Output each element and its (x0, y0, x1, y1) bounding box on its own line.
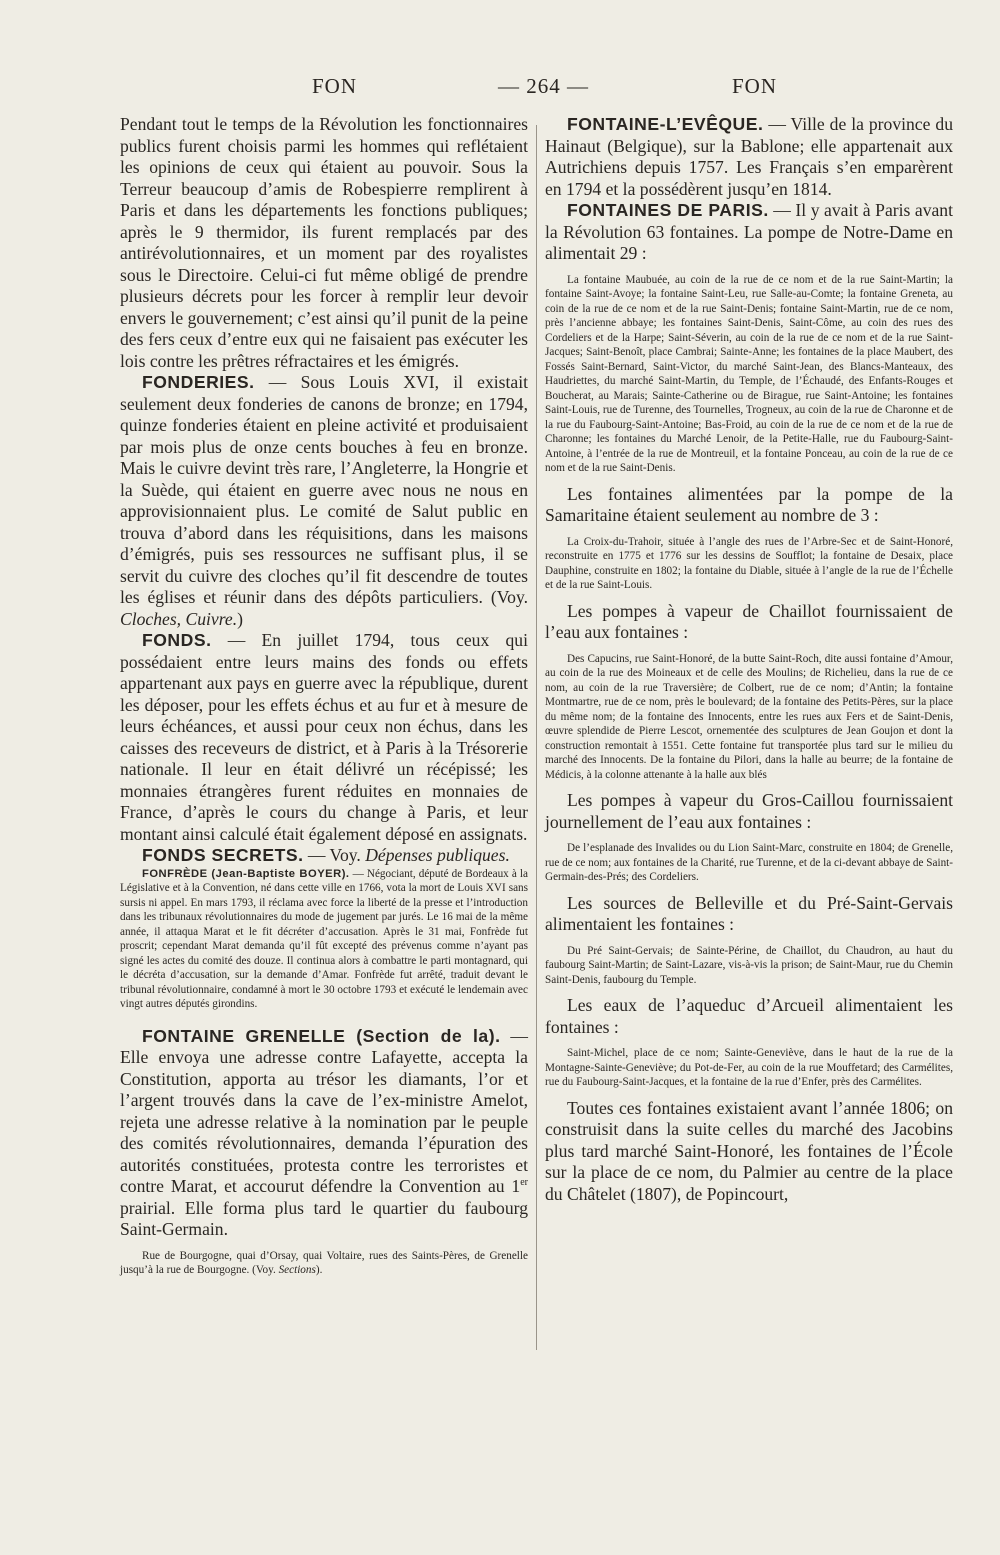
entry-fonfrede (120, 867, 528, 1012)
revolution-paragraph: Pendant tout le temps de la Révolution les fonctionnaires publics furent choisis parmi les hommes qui reflétaient les opinions de ceux qui étaient au pouvoir. Sous la Terreur beaucoup d’amis de Robespierre remplirent à Paris et dans les départements les fonctions publiques; après le 9 thermidor, ils furent remplacés par des antirévolutionnaires, et un moment par des royalistes sous le Directoire. Celui-ci fut même obligé de prendre plusieurs décrets pour les forcer à remplir leur devoir envers le gouvernement; c’est ainsi qu’il punit de la peine des fers ceux d’entre eux qui ne faisaient pas exécuter les lois contre les prêtres réfractaires et les émigrés. (120, 114, 528, 371)
samaritaine-fountain-list: La Croix-du-Trahoir, située à l’angle des rues de l’Arbre-Sec et de Saint-Honoré, reconstruite en 1775 et 1776 sur les dessins de Soufflot; la fontaine de Desaix, place Dauphine, construite en 1802; la fontaine du Diable, située à l’angle de la rue de l’Échelle et de la rue Saint-Louis. (545, 535, 953, 591)
page-number: — 264 — (498, 74, 589, 98)
entry-text: — Sous Louis XVI, il existait seulement deux fonderies de canons de bronze; en 1794, quinze fonderies étaient en pleine activité et produisaient par mois plus de onze cents bouches à feu en bronze. Mais le cuivre devint très rare, l’Angleterre, la Hongrie et la Suède, qui étaient en guerre avec nous ne nous en approvisionnaient plus. Le comité de Salut public en trouva d’abord dans les réquisitions, dans les maisons d’émigrés, puis ses ressources ne suffisant plus, il se servit du cuivre des cloches qu’il fit descendre de toutes les églises et réunir dans des dépôts particuliers. (Voy. (120, 372, 528, 607)
left-column (120, 114, 528, 1278)
belleville-fountain-list: Du Pré Saint-Gervais; de Sainte-Périne, de Chaillot, du Chaudron, au haut du faubourg Saint-Martin; de Saint-Lazare, vis-à-vis la prison; de Saint-Maur, rue du Chemin Saint-Denis, faubourg du Temple. (545, 944, 953, 986)
gros-caillou-fountain-list: De l’esplanade des Invalides ou du Lion Saint-Marc, construite en 1804; de Grenelle, rue de ce nom; aux fontaines de la Charité, rue Turenne, et de la ci-devant abbaye de Saint-Germain-des-Prés; des Cordeliers. (545, 842, 953, 883)
column-divider (536, 125, 537, 1350)
entry-heading: FONTAINE-L’EVÊQUE. (567, 114, 764, 134)
gros-caillou-intro: Les pompes à vapeur du Gros-Caillou fournissaient journellement de l’eau aux fontaines : (545, 790, 953, 832)
entry-fontaine-grenelle: FONTAINE GRENELLE (Section de la). — Elle envoya une adresse contre Lafayette, accepta la Constitution, apporta au trésor les diamants, l’or et l’argent trouvés dans la cave de l’ex-ministre Amelot, rejeta une adresse relative à la nomination par le peuple des comités révolutionnaires, demanda l’épuration des autorités constituées, protesta contre les terroristes et contre Marat, et accourut défendre la Convention au 1er prairial. Elle forma plus tard le quartier du faubourg Saint-Germain. (120, 1025, 528, 1239)
entry-text: — Négociant, député de Bordeaux à la Législative et à la Convention, né dans cette ville en 1766, vota la mort de Louis XVI sans sursis ni appel. En mars 1793, il réclama avec force la liberté de la presse et l’introduction dans les tribunaux révolutionnaires du mode de jugement par jurés. Le 16 mai de la même année, il attaqua Marat et le fit décréter d’accusation. Après le 31 mai, Fonfrède fut proscrit; cependant Marat demanda qu’il fût excepté des prévenus comme n’ayant pas signé les actes du comité des douze. Il continua alors à combattre le parti montagnard, qui le décréta d’accusation, sur la demande d’Amar. Fonfrède fut arrêté, traduit devant le tribunal révolutionnaire, condamné à mort le 30 octobre 1793 et exécuté le lendemain avec vingt autres députés girondins. (120, 867, 528, 1010)
entry-heading: FONFRÈDE (Jean-Baptiste BOYER). (142, 867, 350, 880)
final-paragraph: Toutes ces fontaines existaient avant l’année 1806; on construisit dans la suite celles du marché des Jacobins plus tard marché Saint-Honoré, les fontaines de l’École sur la place de ce nom, du Palmier au centre de la place du Châtelet (1807), de Popincourt, (545, 1097, 953, 1204)
grenelle-note: Rue de Bourgogne, quai d’Orsay, quai Voltaire, rues des Saints-Pères, de Grenelle jusqu’à la rue de Bourgogne. (Voy. Sections). (120, 1249, 528, 1276)
chaillot-intro: Les pompes à vapeur de Chaillot fournissaient de l’eau aux fontaines : (545, 600, 953, 642)
entry-text: — Elle envoya une adresse contre Lafayette, accepta la Constitution, apporta au trésor les diamants, l’or et l’argent trouvés dans la cave de l’ex-ministre Amelot, rejeta une adresse relative à la nomination par le peuple des comités révolutionnaires, demanda l’épuration des autorités constituées, protesta contre les terroristes et contre Marat, et accourut défendre la Convention au 1 (120, 1025, 528, 1196)
running-head-right: FON (732, 74, 778, 98)
entry-fonderies: FONDERIES. — Sous Louis XVI, il existait seulement deux fonderies de canons de bronze; en 1794, quinze fonderies étaient en pleine activité et produisaient par mois plus de onze cents bouches à feu en bronze. Mais le cuivre devint très rare, l’Angleterre, la Hongrie et la Suède, qui étaient en guerre avec nous ne nous en approvisionnaient plus. Le comité de Salut public en trouva d’abord dans les réquisitions, dans les maisons d’émigrés, puis ses ressources ne suffisant plus, il se servit du cuivre des cloches qu’il fit descendre de toutes les églises et réunir dans des dépôts particuliers. (Voy. Cloches, Cuivre.) (120, 372, 528, 629)
belleville-intro: Les sources de Belleville et du Pré-Saint-Gervais alimentaient les fontaines : (545, 892, 953, 934)
chaillot-fountain-list: Des Capucins, rue Saint-Honoré, de la butte Saint-Roch, dite aussi fontaine d’Amour, au coin de la rue des Moineaux et de celle des Moulins; de Richelieu, dans la rue de ce nom, au coin de la rue Traversière; de Colbert, rue de ce nom; d’Antin; la fontaine Montmartre, rue de ce nom, près le boulevard; de la fontaine des Petits-Pères, sur la place du même nom; de la fontaine des Innocents, entre les rues aux Fers et de Saint-Denis, œuvre splendide de Pierre Lescot, ornementée des sculptures de Jean Goujon et dont la construction remontait à 1551. Cette fontaine fut transportée plus tard sur le milieu du marché des Innocents. De la fontaine du Pilori, dans la halle au beurre; de la fontaine de Médicis, à la colonne attenante à la halle aux blés (545, 652, 953, 781)
entry-fonds-secrets (120, 845, 528, 867)
entry-heading: FONDS SECRETS. (142, 845, 304, 865)
notre-dame-fountain-list: La fontaine Maubuée, au coin de la rue de ce nom et de la rue Saint-Martin; la fontaine Saint-Avoye; la fontaine Saint-Leu, rue Salle-au-Comte; la fontaine Greneta, au coin de la rue de ce nom et de la rue Saint-Denis; fontaine Saint-Martin, rue de ce nom, près l’ancienne abbaye; les fontaines Saint-Denis, Saint-Côme, au coin des rues des Cordeliers et de la Harpe; Saint-Séverin, au coin de la rue de ce nom et de la rue Saint-Jacques; Saint-Benoît, place Cambrai; Sainte-Anne; les fontaines de la place Maubert, des Fossés Saint-Bernard, Saint-Victor, du marché Saint-Jean, des Blancs-Manteaux, des Haudriettes, du marché Saint-Martin, du Temple, de l’Échaudé, des Enfants-Rouges et Boucherat, au Marais; Sainte-Catherine ou de Birague, rue Saint-Antoine; les fontaines Saint-Louis, rue de Turenne, des Tournelles, Trogneux, au coin de la rue de Charonne et de la rue du Faubourg-Saint-Antoine; Bas-Froid, au coin de la rue de ce nom et de la rue de Charonne; les fontaines du Marché Lenoir, de la Petite-Halle, rue du Faubourg-Saint-Antoine, à l’entrée de la rue de Montreuil, et la fontaine Ponceau, au coin de la rue de ce nom et de la rue Saint-Denis. (545, 273, 953, 474)
cross-reference: Sections (278, 1264, 316, 1276)
entry-text: — Voy. (303, 845, 366, 865)
entry-heading: FONTAINES DE PARIS. (567, 200, 769, 220)
entry-heading: FONDS. (142, 630, 212, 650)
entry-fontaines-de-paris (545, 200, 953, 265)
running-head-left: FON (312, 74, 358, 98)
entry-heading: FONTAINE GRENELLE (Section de la). (142, 1025, 501, 1046)
entry-text: — Il y avait à Paris avant la Révolution 63 fontaines. La pompe de Notre-Dame en alimentait 29 : (545, 200, 953, 263)
right-column (545, 114, 953, 1205)
arcueil-intro: Les eaux de l’aqueduc d’Arcueil alimentaient les fontaines : (545, 995, 953, 1037)
cross-reference: Dépenses publiques. (365, 845, 510, 865)
entry-heading: FONDERIES. (142, 372, 255, 392)
arcueil-fountain-list: Saint-Michel, place de ce nom; Sainte-Geneviève, dans le haut de la rue de la Montagne-Sainte-Geneviève; du Pot-de-Fer, au coin de la rue Mouffetard; des Carmélites, rue du Faubourg-Saint-Jacques, et la fontaine de la rue d’Enfer, près des Carmélites. (545, 1047, 953, 1088)
entry-fontaine-leveque (545, 114, 953, 200)
samaritaine-intro: Les fontaines alimentées par la pompe de la Samaritaine étaient seulement au nombre de 3 : (545, 483, 953, 525)
cross-reference: Cloches, Cuivre. (120, 608, 238, 629)
entry-text: — Ville de la province du Hainaut (Belgique), sur la Bablone; elle appartenait aux Autrichiens depuis 1757. Les Français s’en emparèrent en 1794 et la possédèrent jusqu’en 1814. (545, 114, 953, 199)
entry-text: — En juillet 1794, tous ceux qui possédaient entre leurs mains des fonds ou effets appartenant aux pays en guerre avec la république, durent les déposer, pour les effets échus et au fur et à mesure de leurs échéances, et aussi pour ceux non échus, dans les caisses des receveurs de district, et à Paris à la Trésorerie nationale. Il leur en était délivré un récépissé; les monnaies étrangères furent réduites en monnaies de France, d’après le cours du change à Paris, et leur montant ainsi calculé était également déposé en assignats. (120, 630, 528, 844)
entry-fonds (120, 630, 528, 845)
